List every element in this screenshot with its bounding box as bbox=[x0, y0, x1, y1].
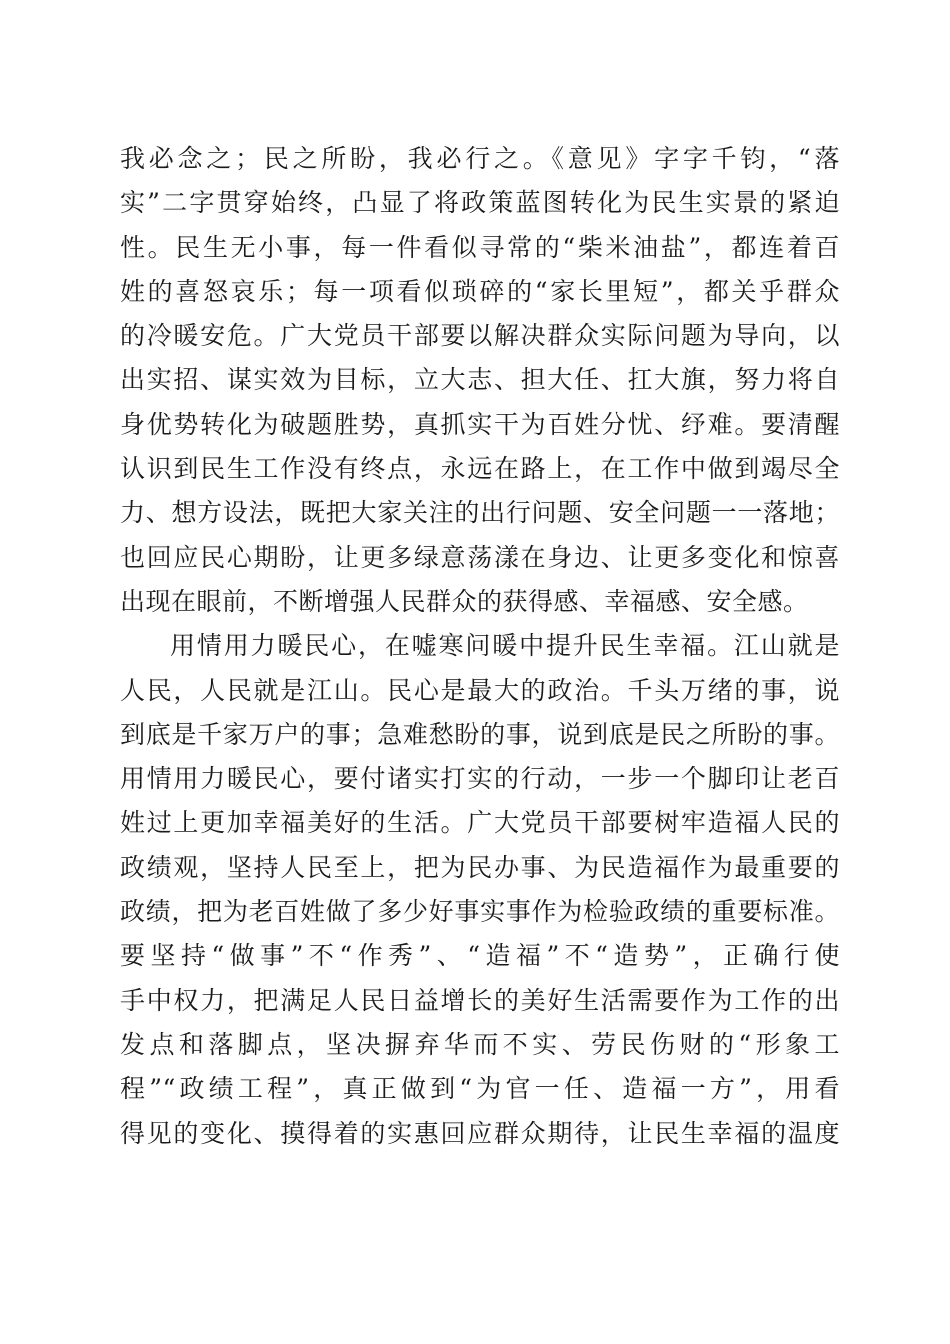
text-line: 的冷暖安危。广大党员干部要以解决群众实际问题为导向，以 bbox=[120, 321, 840, 351]
text-line: 出现在眼前，不断增强人民群众的获得感、幸福感、安全感。 bbox=[120, 586, 809, 616]
document-body bbox=[120, 137, 840, 1156]
text-line: 政绩观，坚持人民至上，把为民办事、为民造福作为最重要的 bbox=[120, 852, 840, 882]
text-line: 出实招、谋实效为目标，立大志、担大任、扛大旗，努力将自 bbox=[120, 365, 840, 395]
text-line: 性。民生无小事，每一件看似寻常的“柴米油盐”，都连着百 bbox=[120, 232, 840, 262]
paragraph-2 bbox=[120, 624, 840, 1156]
text-line: 用情用力暖民心，在嘘寒问暖中提升民生幸福。江山就是 bbox=[170, 631, 840, 661]
text-line: 认识到民生工作没有终点，永远在路上，在工作中做到竭尽全 bbox=[120, 454, 840, 484]
text-line: 身优势转化为破题胜势，真抓实干为百姓分忧、纾难。要清醒 bbox=[120, 409, 840, 439]
text-line: 要坚持“做事”不“作秀”、“造福”不“造势”，正确行使 bbox=[120, 941, 840, 971]
text-line: 力、想方设法，既把大家关注的出行问题、安全问题一一落地； bbox=[120, 498, 840, 528]
text-line: 政绩，把为老百姓做了多少好事实事作为检验政绩的重要标准。 bbox=[120, 897, 840, 927]
text-line: 我必念之；民之所盼，我必行之。《意见》字字千钧，“落 bbox=[120, 144, 840, 173]
paragraph-1 bbox=[120, 137, 840, 624]
text-line: 人民，人民就是江山。民心是最大的政治。千头万绪的事，说 bbox=[120, 675, 840, 705]
text-line: 手中权力，把满足人民日益增长的美好生活需要作为工作的出 bbox=[120, 985, 840, 1015]
text-line: 程”“政绩工程”，真正做到“为官一任、造福一方”，用看 bbox=[120, 1074, 840, 1104]
text-line: 得见的变化、摸得着的实惠回应群众期待，让民生幸福的温度 bbox=[120, 1118, 840, 1148]
text-line: 用情用力暖民心，要付诸实打实的行动，一步一个脚印让老百 bbox=[120, 764, 840, 794]
text-line: 实”二字贯穿始终，凸显了将政策蓝图转化为民生实景的紧迫 bbox=[120, 188, 840, 218]
text-line: 到底是千家万户的事；急难愁盼的事，说到底是民之所盼的事。 bbox=[120, 719, 840, 749]
text-line: 姓过上更加幸福美好的生活。广大党员干部要树牢造福人民的 bbox=[120, 808, 840, 838]
text-line: 发点和落脚点，坚决摒弃华而不实、劳民伤财的“形象工 bbox=[120, 1029, 840, 1059]
text-line: 姓的喜怒哀乐；每一项看似琐碎的“家长里短”，都关乎群众 bbox=[120, 276, 840, 306]
text-line: 也回应民心期盼，让更多绿意荡漾在身边、让更多变化和惊喜 bbox=[120, 542, 840, 572]
